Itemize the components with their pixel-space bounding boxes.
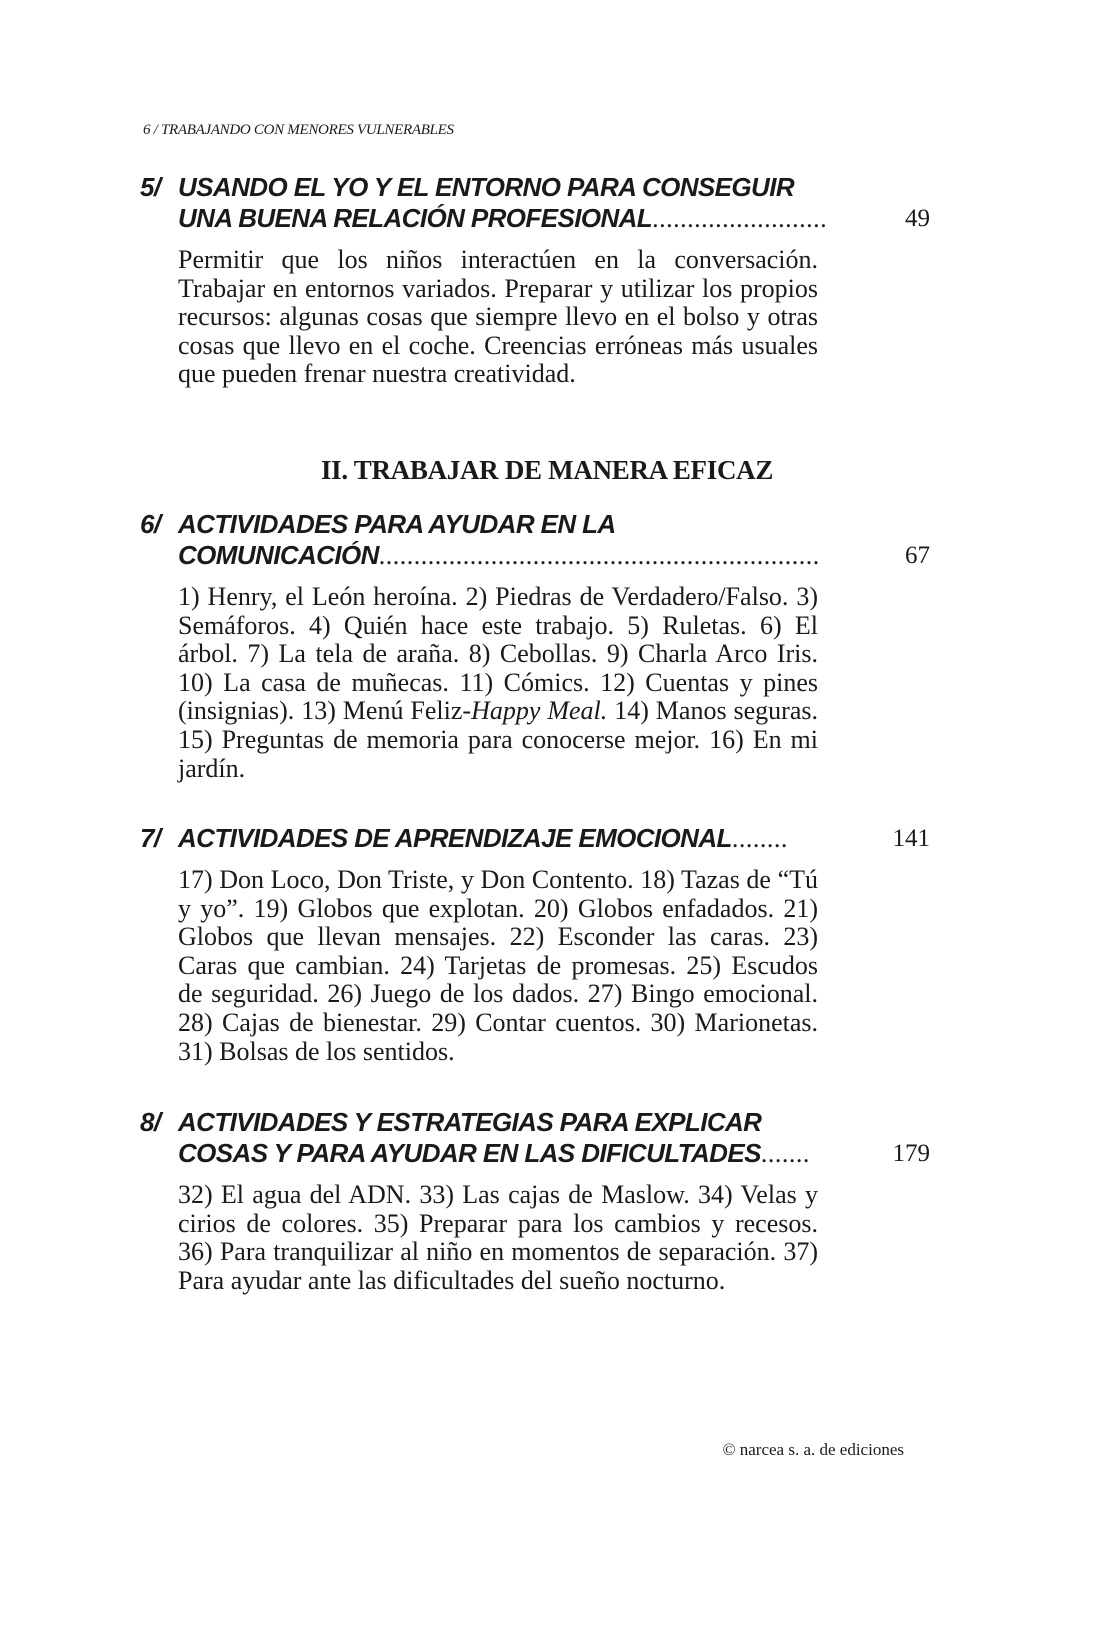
page-number: 49	[905, 205, 930, 232]
part-title: II. TRABAJAR DE MANERA EFICAZ	[320, 455, 774, 485]
toc-entry-5[interactable]	[140, 172, 930, 415]
toc-entry-7[interactable]	[140, 823, 930, 1092]
chapter-title-line: ACTIVIDADES DE APRENDIZAJE EMOCIONAL	[178, 823, 732, 853]
toc-heading	[140, 1107, 930, 1169]
chapter-title-line: USANDO EL YO Y EL ENTORNO PARA CONSEGUIR	[178, 172, 795, 202]
running-head: 6 / TRABAJANDO CON MENORES VULNERABLES	[143, 122, 454, 138]
chapter-title-line: COMUNICACIÓN	[178, 540, 379, 570]
toc-heading	[140, 509, 930, 571]
chapter-number: 8/	[140, 1107, 161, 1137]
chapter-number: 6/	[140, 509, 161, 539]
toc-entry-6[interactable]	[140, 509, 930, 809]
chapter-summary: 17) Don Loco, Don Triste, y Don Contento. 18) Tazas de “Tú y yo”. 19) Globos que explotan. 20) Globos enfadados. 21) Globos que llevan mensajes. 22) Esconder las caras. 23) Caras que cambian. 24) Tarjetas de promesas. 25) Escudos de seguridad. 26) Juego de los dados. 27) Bingo emocional. 28) Cajas de bienestar. 29) Contar cuentos. 30) Marionetas. 31) Bolsas de los sentidos.	[178, 865, 818, 1066]
page-number: 67	[905, 542, 930, 569]
toc-heading	[140, 823, 930, 854]
chapter-number: 7/	[140, 823, 161, 853]
page-number: 179	[892, 1140, 930, 1167]
chapter-summary: 32) El agua del ADN. 33) Las cajas de Maslow. 34) Velas y cirios de colores. 35) Preparar para los cambios y recesos. 36) Para tranquilizar al niño en momentos de separación. 37) Para ayudar ante las dificultades del sueño nocturno.	[178, 1180, 818, 1295]
summary-italic-text: Happy Meal.	[471, 696, 608, 726]
leader-dots: ...............................................................	[378, 541, 820, 570]
chapter-summary: Permitir que los niños interactúen en la conversación. Trabajar en entornos variados. Preparar y utilizar los propios recursos: algunas cosas que siempre llevo en el bolso y otras cosas que llevo en el coche. Creencias erróneas más usuales que pueden frenar nuestra creatividad.	[178, 245, 818, 389]
leader-dots: .......	[760, 1139, 810, 1168]
chapter-title-line: COSAS Y PARA AYUDAR EN LAS DIFICULTADES	[178, 1138, 761, 1168]
toc-heading	[140, 172, 930, 234]
copyright-footer: © narcea s. a. de ediciones	[722, 1440, 904, 1459]
leader-dots: ........	[731, 824, 788, 853]
leader-dots: .........................	[652, 204, 828, 233]
summary-text: 14) Manos seguras. 15) Preguntas de memoria para conocerse mejor. 16) En mi jardín.	[178, 696, 818, 783]
summary-text: 1) Henry, el León heroína. 2) Piedras de Verdadero/Falso. 3) Semáforos. 4) Quién hace este trabajo. 5) Ruletas. 6) El árbol. 7) La tela de araña. 8) Cebollas. 9) Charla Arco Iris. 10) La casa de muñecas. 11) Cómics. 12) Cuentas y pines (insignias). 13) Menú Feliz-	[178, 582, 818, 726]
chapter-title-line: UNA BUENA RELACIÓN PROFESIONAL	[178, 203, 653, 233]
page-number: 141	[892, 825, 930, 852]
toc-entry-8[interactable]	[140, 1107, 930, 1321]
chapter-summary	[178, 583, 818, 783]
chapter-title-line: ACTIVIDADES Y ESTRATEGIAS PARA EXPLICAR	[178, 1107, 762, 1137]
chapter-title-line: ACTIVIDADES PARA AYUDAR EN LA	[178, 509, 616, 539]
chapter-number: 5/	[140, 172, 161, 202]
